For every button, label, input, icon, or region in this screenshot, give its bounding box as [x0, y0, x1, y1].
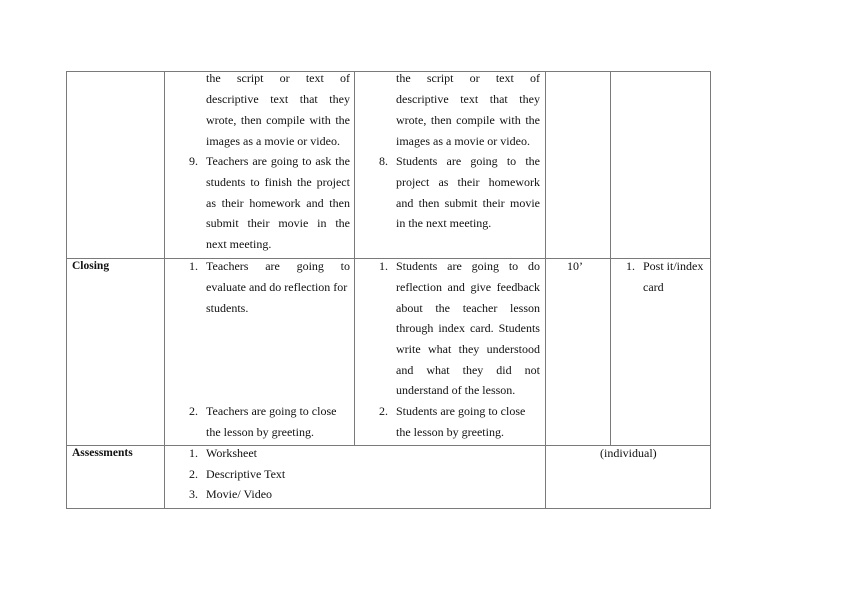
- assessment-note: (individual): [600, 446, 657, 460]
- word: are: [252, 154, 268, 168]
- closing-teacher-step-2-line: the lesson by greeting.: [206, 425, 314, 439]
- word: project: [316, 175, 350, 189]
- closing-teacher-step-2-line: Teachers are going to close: [206, 404, 337, 418]
- word: that: [299, 92, 318, 106]
- word: lesson: [510, 301, 540, 315]
- word: understood: [486, 342, 540, 356]
- closing-student-step-1-line: [396, 280, 540, 294]
- word: in: [317, 216, 327, 230]
- word: they: [462, 363, 484, 377]
- word: their: [221, 196, 244, 210]
- word: the: [335, 154, 350, 168]
- word: are: [447, 259, 462, 273]
- word: text: [270, 92, 289, 106]
- word: going: [471, 259, 499, 273]
- word: going: [470, 154, 498, 168]
- student-step-8-line: [396, 175, 540, 189]
- teacher-continuation-line: [206, 113, 350, 127]
- assessment-item: Descriptive Text: [206, 467, 286, 481]
- media-step-number: 1.: [626, 259, 635, 273]
- word: to: [302, 154, 312, 168]
- word: script: [426, 71, 454, 85]
- word: feedback: [496, 280, 540, 294]
- word: as: [438, 175, 449, 189]
- word: homework: [488, 175, 540, 189]
- word: teacher: [462, 301, 498, 315]
- word: to: [340, 259, 350, 273]
- teacher-step-number: 9.: [189, 154, 198, 168]
- closing-student-step-2-line: the lesson by greeting.: [396, 425, 504, 439]
- word: and: [306, 196, 324, 210]
- word: card.: [469, 321, 494, 335]
- student-continuation-line: [396, 71, 540, 85]
- word: text: [495, 71, 514, 85]
- word: the: [335, 113, 350, 127]
- word: movie: [509, 196, 540, 210]
- word: text: [305, 71, 324, 85]
- word: their: [457, 175, 480, 189]
- teacher-continuation-line: images as a movie or video.: [206, 134, 340, 148]
- word: the: [525, 113, 540, 127]
- word: they: [329, 92, 350, 106]
- closing-student-step-1-line: [396, 363, 540, 377]
- teacher-step-number: 2.: [189, 404, 198, 418]
- teacher-step-9-line: [206, 196, 350, 210]
- word: their: [247, 216, 270, 230]
- word: what: [427, 342, 452, 356]
- student-continuation-line: images as a movie or video.: [396, 134, 530, 148]
- word: what: [426, 363, 450, 377]
- word: text: [460, 92, 479, 106]
- word: of: [529, 71, 540, 85]
- closing-student-step-1-line: [396, 301, 540, 315]
- word: they: [519, 92, 540, 106]
- word: are: [265, 259, 280, 273]
- word: to: [506, 154, 517, 168]
- word: wrote,: [396, 113, 427, 127]
- word: then: [430, 113, 452, 127]
- word: movie: [278, 216, 309, 230]
- word: script: [236, 71, 264, 85]
- closing-student-step-1-line: understand of the lesson.: [396, 383, 516, 397]
- teacher-step-number: 1.: [189, 259, 198, 273]
- word: descriptive: [206, 92, 259, 106]
- word: their: [482, 196, 505, 210]
- word: Students: [498, 321, 540, 335]
- word: the: [335, 216, 350, 230]
- student-step-number: 1.: [379, 259, 388, 273]
- word: Teachers: [206, 154, 249, 168]
- closing-teacher-step-1-line: [206, 259, 350, 273]
- student-step-8-line: in the next meeting.: [396, 216, 492, 230]
- closing-teacher-step-1-line: evaluate and do reflection for: [206, 280, 348, 294]
- word: did: [496, 363, 512, 377]
- teacher-step-9-line: [206, 216, 350, 230]
- word: Students: [396, 259, 438, 273]
- teacher-step-9-line: [206, 175, 350, 189]
- word: to: [250, 175, 260, 189]
- word: ask: [315, 154, 332, 168]
- word: and: [447, 280, 465, 294]
- word: finish: [264, 175, 292, 189]
- word: the: [296, 175, 312, 189]
- assessment-number: 1.: [189, 446, 198, 460]
- word: submit: [444, 196, 478, 210]
- word: or: [469, 71, 480, 85]
- student-continuation-line: [396, 113, 540, 127]
- word: reflection: [396, 280, 442, 294]
- word: with: [499, 113, 521, 127]
- lesson-plan-table: [66, 71, 711, 509]
- word: with: [309, 113, 331, 127]
- teacher-continuation-line: [206, 71, 350, 85]
- word: then: [329, 196, 350, 210]
- word: and: [396, 363, 414, 377]
- assessment-number: 3.: [189, 487, 198, 501]
- word: descriptive: [396, 92, 449, 106]
- word: then: [418, 196, 440, 210]
- table-grid: [66, 71, 711, 509]
- closing-student-step-2-line: Students are going to close: [396, 404, 526, 418]
- word: compile: [266, 113, 305, 127]
- closing-teacher-step-1-line: students.: [206, 301, 249, 315]
- student-step-number: 2.: [379, 404, 388, 418]
- word: then: [240, 113, 262, 127]
- word: Teachers: [206, 259, 249, 273]
- closing-time: 10’: [567, 259, 583, 273]
- closing-student-step-1-line: [396, 321, 540, 335]
- word: through: [396, 321, 434, 335]
- word: give: [470, 280, 492, 294]
- assessment-item: Worksheet: [206, 446, 258, 460]
- word: not: [524, 363, 540, 377]
- assessment-number: 2.: [189, 467, 198, 481]
- word: write: [396, 342, 421, 356]
- word: project: [396, 175, 430, 189]
- word: are: [446, 154, 462, 168]
- word: going: [270, 154, 299, 168]
- teacher-step-9-line: next meeting.: [206, 237, 272, 251]
- word: going: [296, 259, 324, 273]
- teacher-step-9-line: [206, 154, 350, 168]
- word: and: [396, 196, 414, 210]
- student-step-8-line: [396, 154, 540, 168]
- assessment-item: Movie/ Video: [206, 487, 273, 501]
- word: of: [339, 71, 350, 85]
- word: submit: [206, 216, 239, 230]
- word: index: [438, 321, 465, 335]
- word: the: [525, 154, 540, 168]
- word: or: [279, 71, 290, 85]
- word: wrote,: [206, 113, 237, 127]
- student-step-number: 8.: [379, 154, 388, 168]
- word: the: [396, 71, 411, 85]
- assessments-label: Assessments: [72, 447, 133, 459]
- word: students: [206, 175, 246, 189]
- media-item-line: card: [643, 280, 664, 294]
- closing-student-step-1-line: [396, 342, 540, 356]
- student-step-8-line: [396, 196, 540, 210]
- word: Students: [396, 154, 438, 168]
- word: the: [435, 301, 451, 315]
- student-continuation-line: [396, 92, 540, 106]
- closing-student-step-1-line: [396, 259, 540, 273]
- word: compile: [456, 113, 495, 127]
- teacher-continuation-line: [206, 92, 350, 106]
- word: about: [396, 301, 423, 315]
- word: homework: [249, 196, 301, 210]
- word: the: [206, 71, 221, 85]
- word: that: [489, 92, 508, 106]
- word: as: [206, 196, 216, 210]
- media-item-line: Post it/index: [643, 259, 704, 273]
- word: do: [528, 259, 540, 273]
- closing-label: Closing: [72, 260, 110, 272]
- word: they: [458, 342, 480, 356]
- word: to: [508, 259, 519, 273]
